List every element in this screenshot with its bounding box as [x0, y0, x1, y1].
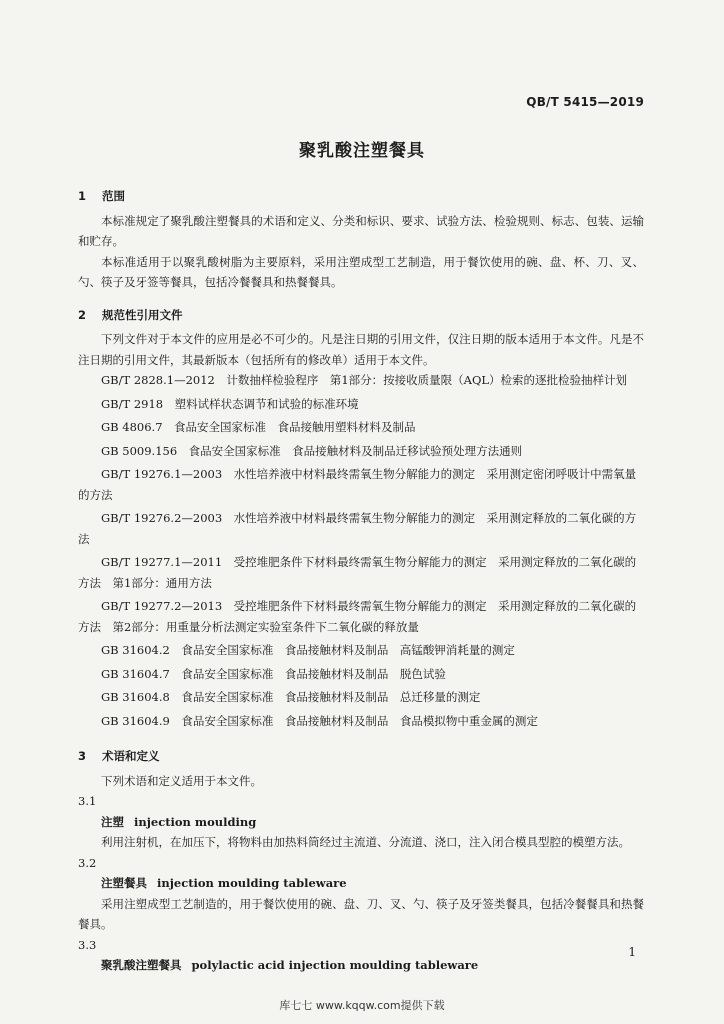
term-name-zh: 注塑餐具	[101, 876, 147, 890]
scope-paragraph: 本标准规定了聚乳酸注塑餐具的术语和定义、分类和标识、要求、试验方法、检验规则、标志、包装、运输和贮存。	[78, 213, 644, 248]
reference-item: GB 4806.7 食品安全国家标准 食品接触用塑料材料及制品	[101, 420, 416, 434]
reference-item: GB 31604.9 食品安全国家标准 食品接触材料及制品 食品模拟物中重金属的测定	[101, 713, 538, 728]
term-name-zh: 聚乳酸注塑餐具	[101, 958, 182, 972]
section-number: 1	[78, 189, 87, 203]
reference-item: GB/T 19277.1—2011 受控堆肥条件下材料最终需氧生物分解能力的测定 采用测定释放的二氧化碳的方法 第1部分：通用方法	[78, 555, 637, 590]
term-name-zh: 注塑	[101, 814, 124, 829]
term-number: 3.2	[78, 855, 97, 870]
reference-item: GB/T 2918 塑料试样状态调节和试验的标准环境	[101, 396, 359, 411]
reference-item: GB 31604.8 食品安全国家标准 食品接触材料及制品 总迁移量的测定	[101, 690, 481, 704]
page-number: 1	[628, 945, 636, 959]
term-definition: 利用注射机，在加压下，将物料由加热料筒经过主流道、分流道、浇口，注入闭合模具型腔的模塑方法。	[101, 835, 630, 849]
section-number: 3	[78, 749, 87, 763]
section-heading-terms	[78, 746, 644, 767]
document-body	[78, 180, 644, 976]
term-name-en: polylactic acid injection moulding tableware	[191, 958, 479, 972]
term-name-en: injection moulding	[134, 814, 257, 829]
term-definition: 采用注塑成型工艺制造的，用于餐饮使用的碗、盘、刀、叉、勺、筷子及牙签类餐具，包括冷餐餐具和热餐餐具。	[78, 896, 644, 931]
term-name	[78, 955, 644, 976]
document-title: 聚乳酸注塑餐具	[299, 141, 425, 161]
term-number: 3.1	[78, 794, 97, 808]
section-title: 范围	[102, 189, 126, 203]
reference-item: GB/T 19277.2—2013 受控堆肥条件下材料最终需氧生物分解能力的测定 采用测定释放的二氧化碳的方法 第2部分：用重量分析法测定实验室条件下二氧化碳的释放量	[78, 599, 637, 634]
section-heading-scope	[78, 186, 644, 207]
section-title: 术语和定义	[102, 749, 160, 763]
scope-paragraph: 本标准适用于以聚乳酸树脂为主要原料，采用注塑成型工艺制造，用于餐饮使用的碗、盘、杯、刀、叉、勺、筷子及牙签等餐具，包括冷餐餐具和热餐餐具。	[78, 254, 644, 289]
reference-item: GB 5009.156 食品安全国家标准 食品接触材料及制品迁移试验预处理方法通则	[101, 443, 523, 458]
term-name-en: injection moulding tableware	[157, 876, 347, 890]
term-name	[78, 812, 644, 833]
term-number: 3.3	[78, 937, 97, 952]
normative-intro: 下列文件对于本文件的应用是必不可少的。凡是注日期的引用文件，仅注日期的版本适用于本文件。凡是不注日期的引用文件，其最新版本（包括所有的修改单）适用于本文件。	[78, 332, 644, 367]
terms-intro: 下列术语和定义适用于本文件。	[101, 773, 262, 788]
reference-item: GB/T 2828.1—2012 计数抽样检验程序 第1部分：按接收质量限（AQL）检索的逐批检验抽样计划	[101, 373, 628, 387]
section-heading-normative	[78, 305, 644, 326]
section-title: 规范性引用文件	[102, 307, 183, 322]
standard-code: QB/T 5415—2019	[526, 95, 644, 109]
section-number: 2	[78, 307, 87, 322]
reference-item: GB/T 19276.2—2003 水性培养液中材料最终需氧生物分解能力的测定 采用测定释放的二氧化碳的方法	[78, 511, 637, 546]
term-name	[78, 873, 644, 894]
reference-item: GB 31604.7 食品安全国家标准 食品接触材料及制品 脱色试验	[101, 666, 446, 681]
reference-item: GB 31604.2 食品安全国家标准 食品接触材料及制品 高锰酸钾消耗量的测定	[101, 643, 515, 657]
reference-item: GB/T 19276.1—2003 水性培养液中材料最终需氧生物分解能力的测定 采用测定密闭呼吸计中需氧量的方法	[78, 467, 637, 502]
download-footer: 库七七 www.kqqw.com提供下载	[279, 999, 445, 1012]
